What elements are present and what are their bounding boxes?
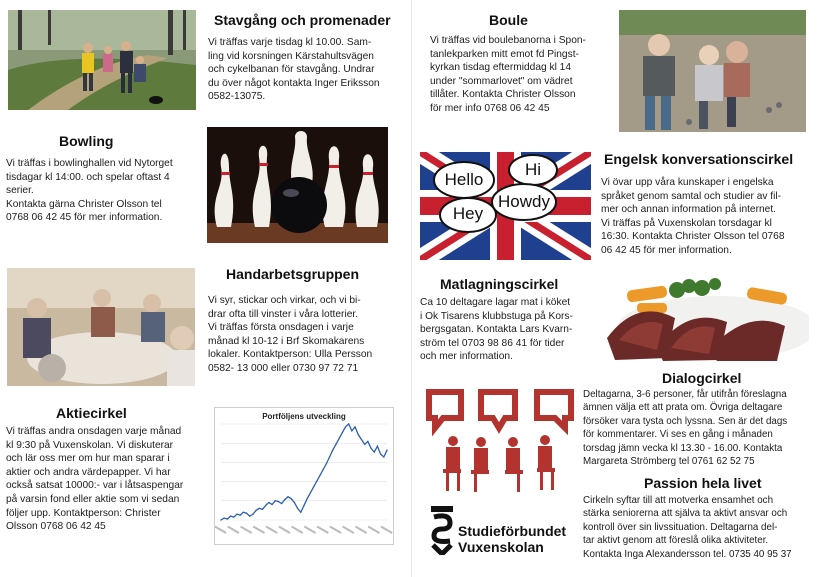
chart-point <box>374 451 375 452</box>
chart-point <box>377 446 378 447</box>
chart-point <box>227 518 228 519</box>
handarbete-photo <box>7 268 195 386</box>
chart-point <box>255 510 256 511</box>
bowling-paragraph: Vi träffas i bowlinghallen vid Nytorget tisdagar kl 14:00. och spelar oftast 4 serier. Kontakta gärna Christer Olsson tel 0768 06 42 45 för mer information. <box>6 158 173 224</box>
bowling-pins-image <box>207 127 388 243</box>
chart-point <box>246 513 247 514</box>
chart-point <box>303 505 304 506</box>
chart-plot <box>215 408 393 544</box>
chart-x-tick-mark <box>240 527 251 534</box>
chart-point <box>338 438 339 439</box>
chart-x-tick-mark <box>343 527 354 534</box>
chart-point <box>291 498 292 499</box>
chart-point <box>386 449 387 450</box>
engelsk-paragraph: Vi övar upp våra kunskaper i engelska språket genom samtal och studier av fil- mer och annan information på internet. Vi träffas på Vuxenskolan torsdagar kl 16:30. Kontakta Christer Olsson tel 0768 06 42 45 för mer information. <box>601 177 785 256</box>
engelsk-flag-image <box>420 152 591 260</box>
chart-point <box>259 508 260 509</box>
dialog-text <box>583 388 812 468</box>
chart-point <box>278 501 279 502</box>
chart-point <box>236 513 237 514</box>
matlagning-text <box>420 296 590 364</box>
chart-point <box>265 505 266 506</box>
aktie-text <box>6 425 196 534</box>
aktie-paragraph: Vi träffas andra onsdagen varje månad kl 9:30 på Vuxenskolan. Vi diskuterar och lär oss mer om hur man sparar i aktier och andra värdepapper. Vi har också satsat 10000:- var i låtsaspengar på varsin fond eller aktie som vi sedan följer upp. Kontaktperson: Christer Olsson 0768 06 42 45 <box>6 426 184 533</box>
matlagning-title: Matlagningscirkel <box>440 276 559 292</box>
sv-logo-icon <box>430 505 454 555</box>
handarbete-text <box>208 294 394 376</box>
walking-group-image <box>8 10 196 110</box>
boule-photo <box>619 10 806 132</box>
passion-paragraph: Cirkeln syftar till att motverka ensamhet och stärka seniorerna att själva ta aktivt ansvar och kontroll över sin livssituation. Deltagarna del- tar aktivt genom att föreslå olika aktiviteter. Kontakta Inga Alexandersson tel. 0735 40 95 37 <box>583 495 792 560</box>
chart-point <box>220 519 221 520</box>
chart-x-tick-mark <box>381 527 392 534</box>
engelsk-text <box>601 176 799 258</box>
chart-point <box>249 515 250 516</box>
chart-point <box>230 515 231 516</box>
chart-point <box>358 434 359 435</box>
handarbete-paragraph: Vi syr, stickar och virkar, och vi bi- drar ofta till vinster i våra lotterier. Vi träffas första onsdagen i varje månad kl 10-12 i Brf Skomakarens lokaler. Kontaktperson: Ulla Persson 0582- 13 000 eller 0730 97 72 71 <box>208 295 373 374</box>
chart-point <box>335 444 336 445</box>
chart-point <box>271 504 272 505</box>
matlagning-photo <box>597 278 809 361</box>
chart-point <box>223 517 224 518</box>
chart-point <box>287 496 288 497</box>
stavgang-title: Stavgång och promenader <box>214 12 391 28</box>
chart-point <box>348 423 349 424</box>
stavgang-photo <box>8 10 196 110</box>
chart-point <box>239 514 240 515</box>
chart-point <box>367 441 368 442</box>
chart-point <box>361 439 362 440</box>
chart-point <box>243 512 244 513</box>
bubble-howdy: Howdy <box>498 192 550 211</box>
people-talking-icon <box>421 386 579 494</box>
chart-x-tick-mark <box>292 527 303 534</box>
chart-point <box>380 453 381 454</box>
dialog-graphic <box>421 386 579 494</box>
chart-x-tick-mark <box>253 527 264 534</box>
chart-x-tick-mark <box>368 527 379 534</box>
boule-text <box>430 34 598 116</box>
chart-x-tick-mark <box>304 527 315 534</box>
boule-title: Boule <box>489 12 528 28</box>
chart-point <box>354 426 355 427</box>
chart-x-tick-mark <box>228 527 239 534</box>
engelsk-title: Engelsk konversationscirkel <box>604 151 794 167</box>
stavgang-paragraph: Vi träffas varje tisdag kl 10.00. Sam- ling vid korsningen Kärstahultsvägen och cykelbanan för stavgång. Undrar du över något kontakta Inger Eriksson 0582-13075. <box>208 37 380 103</box>
chart-point <box>326 463 327 464</box>
chart-x-tick-mark <box>279 527 290 534</box>
chart-point <box>284 499 285 500</box>
logo-line2: Vuxenskolan <box>458 539 544 555</box>
chart-x-tick-mark <box>317 527 328 534</box>
chart-point <box>342 432 343 433</box>
boule-players-image <box>619 10 806 132</box>
boule-paragraph: Vi träffas vid boulebanorna i Spon- tanlekparken mitt emot fd Pingst- kyrkan tisdag eftermiddag kl 14 under "sommarlovet" om vädret tillåter. Kontakta Christer Olsson för mer info 0768 06 42 45 <box>430 35 586 114</box>
matlagning-paragraph: Ca 10 deltagare lagar mat i köket i Ok Tisarens klubbstuga på Kors- bergsgatan. Kontakta Lars Kvarn- ström tel 0703 98 86 41 för tider och mer information. <box>420 297 573 363</box>
aktie-title: Aktiecirkel <box>56 405 127 421</box>
handarbete-title: Handarbetsgruppen <box>226 266 360 282</box>
chart-point <box>297 508 298 509</box>
chart-point <box>294 502 295 503</box>
vuxenskolan-logo <box>430 505 580 555</box>
logo-line1: Studieförbundet <box>458 523 567 539</box>
chart-point <box>370 448 371 449</box>
chart-x-tick-mark <box>355 527 366 534</box>
chart-point <box>351 430 352 431</box>
portfolio-chart <box>214 407 394 545</box>
dialog-title: Dialogcirkel <box>662 370 742 386</box>
chart-x-tick-mark <box>266 527 277 534</box>
chart-point <box>316 481 317 482</box>
knitting-group-image <box>7 268 195 386</box>
chart-title: Portföljens utveckling <box>262 412 346 421</box>
chart-point <box>313 486 314 487</box>
chart-point <box>233 516 234 517</box>
dialog-paragraph: Deltagarna, 3-6 personer, får utifrån föreslagna ämnen välja ett att prata om. Övriga deltagare försöker vara tysta och lyssna. Sen är det dags för kommentarer. Vi ses en gång i månaden torsdag jämn vecka kl 13.30 - 16.00. Kontakta Margareta Strömberg tel 0761 62 52 75 <box>583 389 788 468</box>
chart-x-tick-mark <box>330 527 341 534</box>
chart-point <box>364 444 365 445</box>
chart-point <box>319 475 320 476</box>
chart-point <box>306 498 307 499</box>
chart-point <box>275 500 276 501</box>
chart-point <box>262 509 263 510</box>
chart-point <box>329 456 330 457</box>
chart-point <box>268 502 269 503</box>
bowling-text <box>6 157 196 225</box>
bubble-hello: Hello <box>444 170 484 189</box>
passion-title: Passion hela livet <box>644 475 762 491</box>
chart-point <box>281 503 282 504</box>
chart-point <box>322 469 323 470</box>
bowling-photo <box>207 127 388 243</box>
stavgang-text <box>208 36 393 104</box>
chart-x-tick-mark <box>215 527 226 534</box>
chart-point <box>383 456 384 457</box>
bowling-title: Bowling <box>59 133 114 149</box>
chart-point <box>300 512 301 513</box>
chart-point <box>252 513 253 514</box>
chart-point <box>332 449 333 450</box>
passion-text <box>583 494 812 561</box>
bubble-hey: Hey <box>452 204 484 223</box>
chart-point <box>310 492 311 493</box>
food-dish-image <box>597 278 809 361</box>
bubble-hi: Hi <box>524 160 542 179</box>
chart-point <box>345 426 346 427</box>
